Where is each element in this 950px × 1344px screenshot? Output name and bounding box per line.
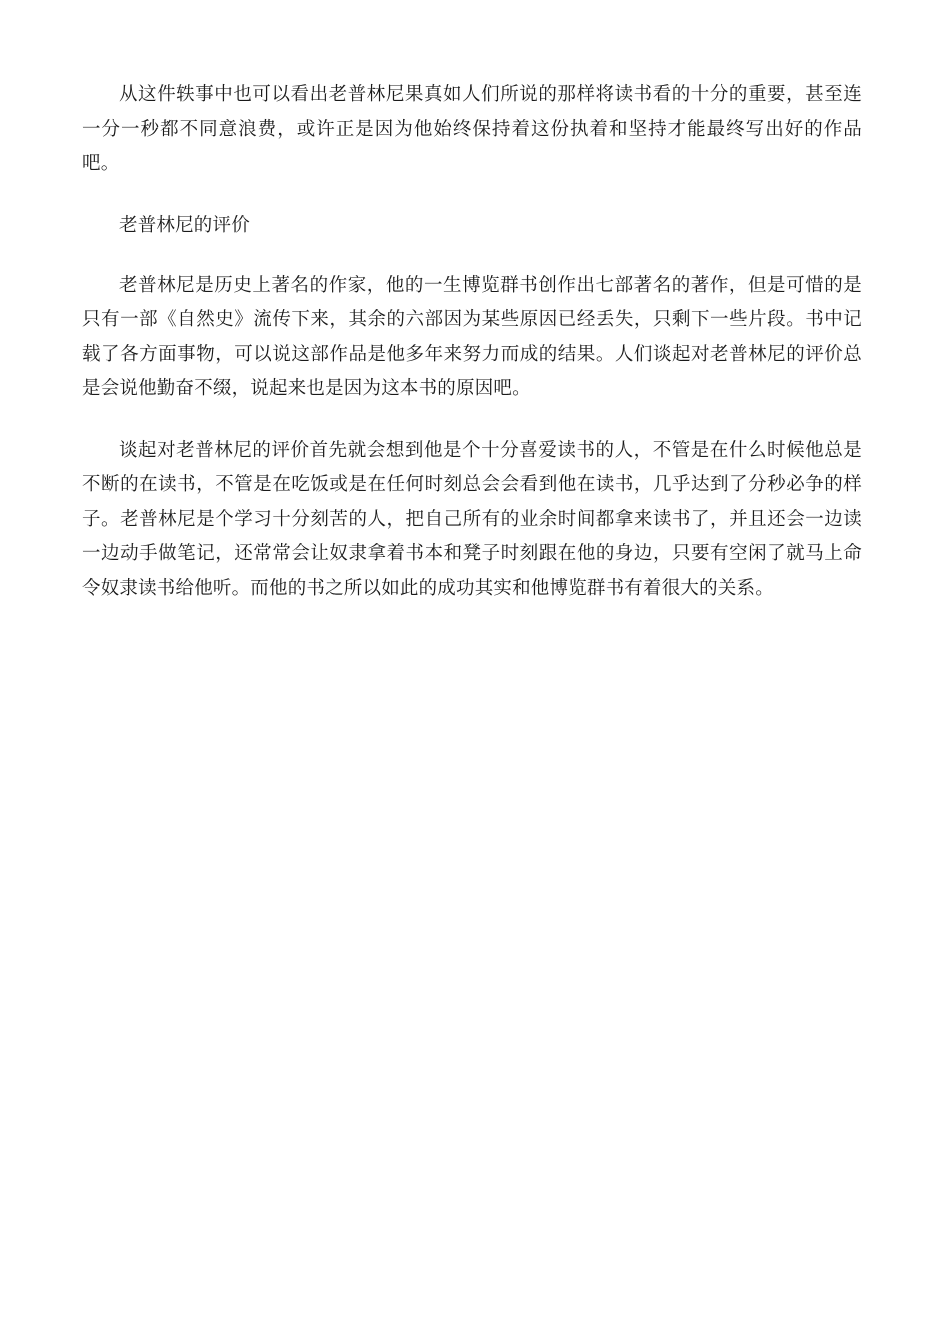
paragraph-anecdote: 从这件轶事中也可以看出老普林尼果真如人们所说的那样将读书看的十分的重要，甚至连一分一秒都不同意浪费，或许正是因为他始终保持着这份执着和坚持才能最终写出好的作品吧。 <box>82 84 862 174</box>
paragraph-evaluation: 老普林尼是历史上著名的作家，他的一生博览群书创作出七部著名的著作，但是可惜的是只有一部《自然史》流传下来，其余的六部因为某些原因已经丢失，只剩下一些片段。书中记载了各方面事物，可以说这部作品是他多年来努力而成的结果。人们谈起对老普林尼的评价总是会说他勤奋不缀，说起来也是因为这本书的原因吧。 <box>82 274 862 399</box>
document-page <box>82 78 862 606</box>
section-heading: 老普林尼的评价 <box>119 214 250 236</box>
paragraph-reading-habits: 谈起对老普林尼的评价首先就会想到他是个十分喜爱读书的人，不管是在什么时候他总是不断的在读书，不管是在吃饭或是在任何时刻总会会看到他在读书，几乎达到了分秒必争的样子。老普林尼是个学习十分刻苦的人，把自己所有的业余时间都拿来读书了，并且还会一边读一边动手做笔记，还常常会让奴隶拿着书本和凳子时刻跟在他的身边，只要有空闲了就马上命令奴隶读书给他听。而他的书之所以如此的成功其实和他博览群书有着很大的关系。 <box>82 439 862 599</box>
